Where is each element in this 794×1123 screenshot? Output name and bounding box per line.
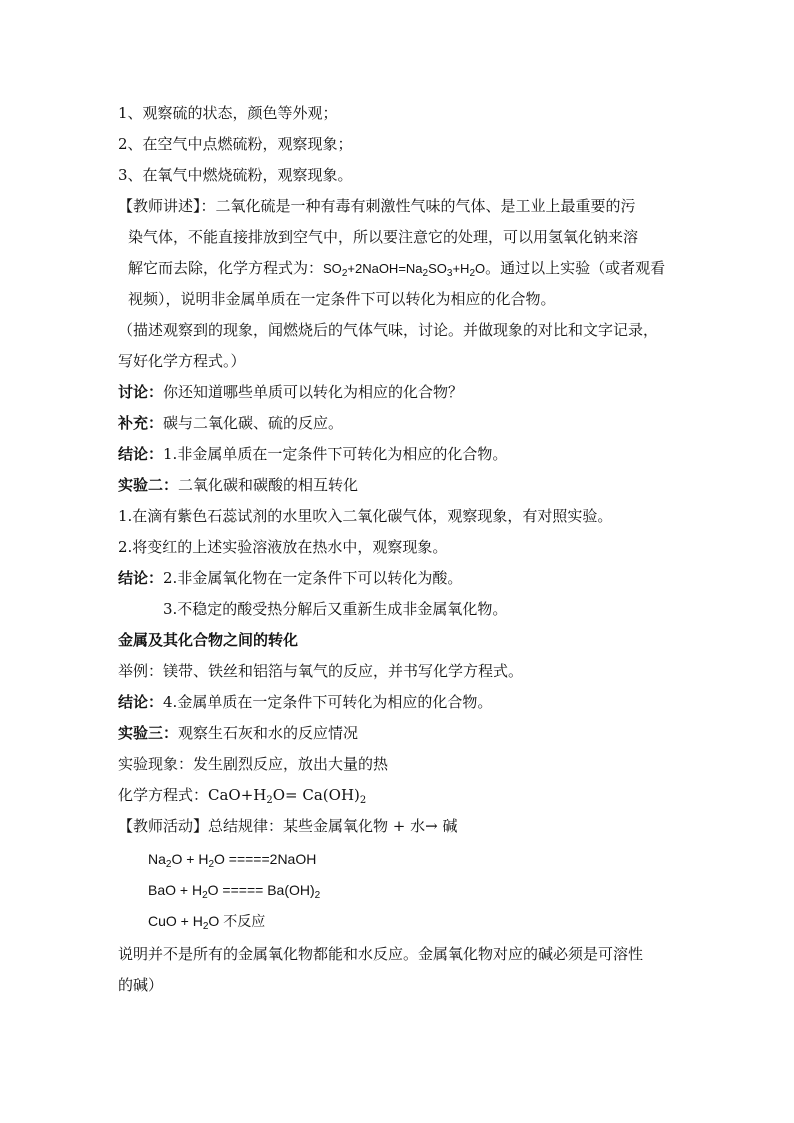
step-2: 2、在空气中点燃硫粉，观察现象； <box>118 135 353 153</box>
explanation-line-1: 说明并不是所有的金属氧化物都能和水反应。金属氧化物对应的碱必须是可溶性 <box>118 945 644 963</box>
chemical-equation-cao: 化学方程式：$CaO+H_2O= Ca(OH)_2$ <box>118 786 367 806</box>
teacher-activity-rule: 【教师活动】总结规律：某些金属氧化物 + 水→ 碱 <box>118 817 458 835</box>
conclusion-4: 结论：4.金属单质在一定条件下可转化为相应的化合物。 <box>118 693 493 711</box>
experiment-3-title: 实验三：观察生石灰和水的反应情况 <box>118 724 359 742</box>
experiment-phenomenon: 实验现象：发生剧烈反应，放出大量的热 <box>118 755 389 773</box>
equation-bao: BaO + $H_2O$ ===== $Ba(OH)_2$ <box>148 882 321 901</box>
example-line: 举例：镁带、铁丝和铝箔与氧气的反应，并书写化学方程式。 <box>118 662 524 680</box>
experiment-2-step-2: 2.将变红的上述实验溶液放在热水中，观察现象。 <box>118 538 448 556</box>
so2-naoh-equation: $SO_2+2NaOH=Na_2SO_3+H_2O$ <box>323 261 486 279</box>
note-line-2: 写好化学方程式。） <box>118 352 246 370</box>
conclusion-3: 3.不稳定的酸受热分解后又重新生成非金属氧化物。 <box>163 600 508 618</box>
discussion: 讨论：你还知道哪些单质可以转化为相应的化合物？ <box>118 383 464 401</box>
teacher-explanation-line-4: 视频），说明非金属单质在一定条件下可以转化为相应的化合物。 <box>128 290 556 308</box>
equation-na2o: $Na_2O + H_2O$ =====2NaOH <box>148 851 317 870</box>
explanation-line-2: 的碱） <box>118 976 164 994</box>
section-heading-metals: 金属及其化合物之间的转化 <box>118 631 299 649</box>
experiment-2-title: 实验二：二氧化碳和碳酸的相互转化 <box>118 476 359 494</box>
conclusion-2: 结论：2.非金属氧化物在一定条件下可以转化为酸。 <box>118 569 463 587</box>
conclusion-1: 结论：1.非金属单质在一定条件下可转化为相应的化合物。 <box>118 445 508 463</box>
teacher-explanation-line-3: 解它而去除，化学方程式为：$SO_2+2NaOH=Na_2SO_3+H_2O$。通过以上实验（或者观看 <box>128 259 666 279</box>
step-3: 3、在氧气中燃烧硫粉，观察现象。 <box>118 166 353 184</box>
teacher-explanation-line-2: 染气体，不能直接排放到空气中，所以要注意它的处理，可以用氢氧化钠来溶 <box>128 228 639 246</box>
supplement: 补充：碳与二氧化碳、硫的反应。 <box>118 414 344 432</box>
note-line-1: （描述观察到的现象，闻燃烧后的气体气味，讨论。并做现象的对比和文字记录， <box>118 321 659 339</box>
equation-cuo: CuO + $H_2O$ 不反应 <box>148 913 266 932</box>
experiment-2-step-1: 1.在滴有紫色石蕊试剂的水里吹入二氧化碳气体，观察现象，有对照实验。 <box>118 507 613 525</box>
step-1: 1、观察硫的状态，颜色等外观； <box>118 104 338 122</box>
teacher-explanation-line-1: 【教师讲述】：二氧化硫是一种有毒有刺激性气味的气体、是工业上最重要的污 <box>118 197 636 215</box>
